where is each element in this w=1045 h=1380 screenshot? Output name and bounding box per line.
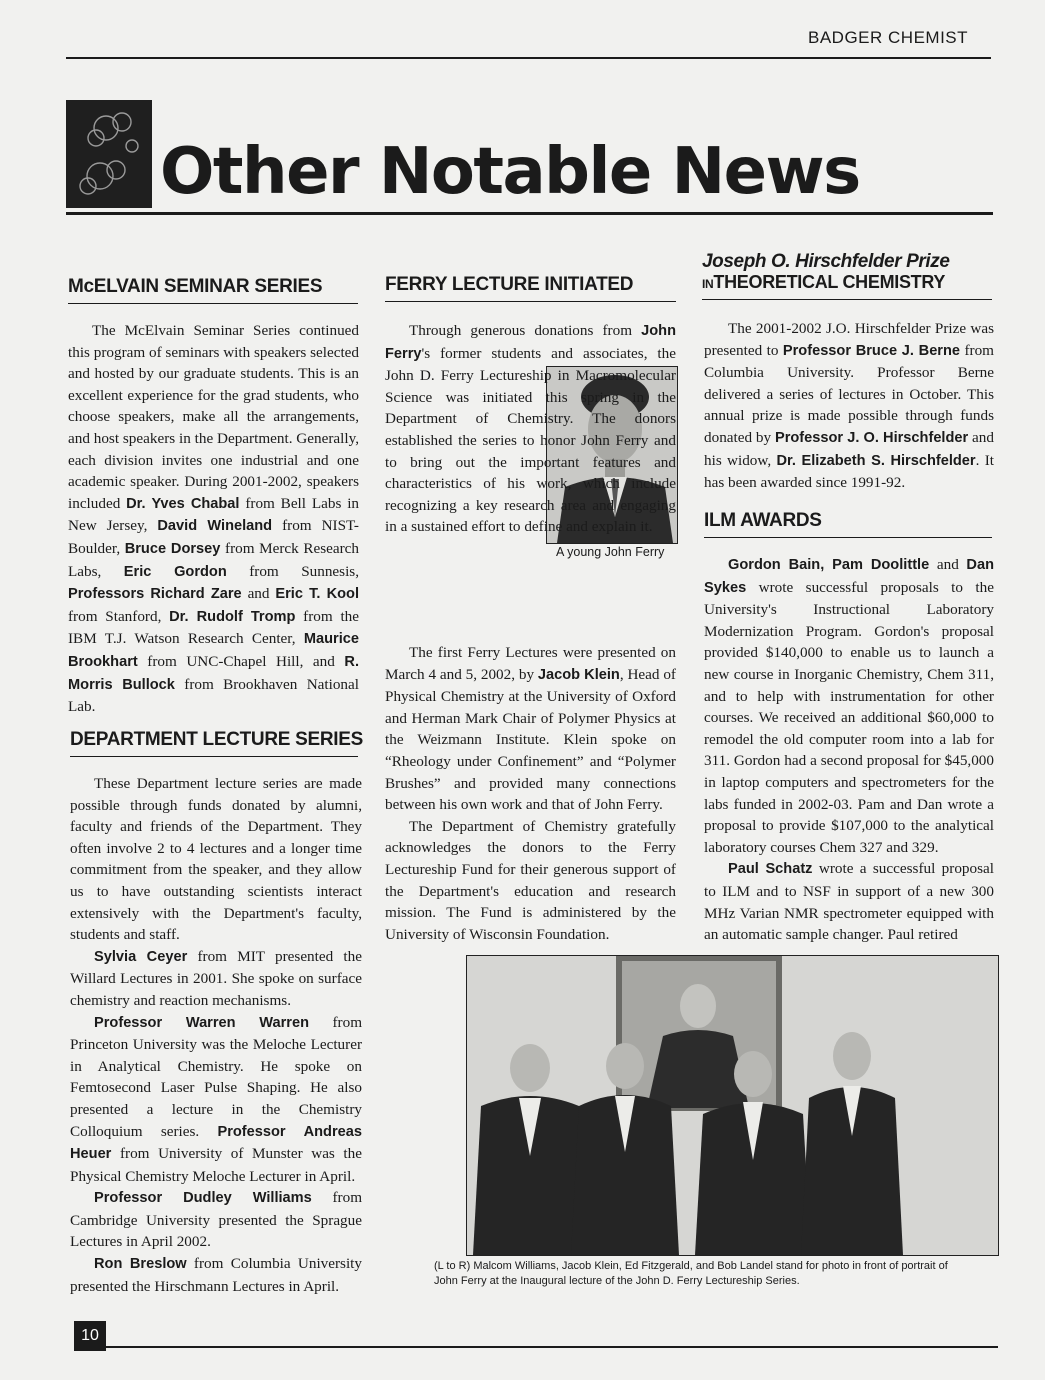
department-lecture-text: These Department lecture series are made possible through funds donated by alumni, faculty and friends of the Department. They often involve 2 to 4 lectures and a longer time commitment from the speaker, and they allow us to have outstanding scientists interact extensively with the Department's faculty, students and staff. Sylvia Ceyer from MIT presented the Willard Lectures in 2001. She spoke on surface chemistry and reaction mechanisms. Professor Warren Warren from Princeton University was the Meloche Lecturer in Analytical Chemistry. He spoke on Femtosecond Laser Pulse Shaping. He also presented a lecture in the Chemistry Colloquium series. Professor Andreas Heuer from University of Munster was the Physical Chemistry Meloche Lecturer in April. Professor Dudley Williams from Cambridge University presented the Sprague Lectures in April 2002. Ron Breslow from Columbia University presented the Hirschmann Lectures in April.	[70, 775, 363, 1295]
ferry-text-top: Through generous donations from John Ferry's former students and associates, the John D. Ferry Lectureship in Macromolecular Science was initiated this spring in the Department of Chemistry. The donors established the series to honor John Ferry and to bring out the important features and characteristics of his work, which include recognizing a key research area and engaging in a sustained effort to define and explain it.	[385, 322, 676, 536]
section-rule	[704, 537, 992, 538]
group-photo-caption: (L to R) Malcom Williams, Jacob Klein, Ed Fitzgerald, and Bob Landel stand for photo in front of portrait of John Ferry at the Inaugural lecture of the John D. Ferry Lectureship Series.	[434, 1260, 948, 1287]
title-rule	[66, 212, 993, 215]
header-rule	[66, 57, 991, 59]
heading-department-lecture: DEPARTMENT LECTURE SERIES	[70, 729, 364, 750]
portrait-caption: A young John Ferry	[556, 545, 665, 559]
page-number: 10	[74, 1321, 106, 1351]
heading-hirschfelder-2: INTHEORETICAL CHEMISTRY	[702, 272, 946, 292]
heading-ferry-lecture: FERRY LECTURE INITIATED	[385, 274, 634, 295]
heading-hirschfelder-1: Joseph O. Hirschfelder Prize	[702, 251, 950, 272]
hirschfelder-text: The 2001-2002 J.O. Hirschfelder Prize was presented to Professor Bruce J. Berne from Columbia University. Professor Berne delivered a series of lectures in October. This annual prize is made possible through funds donated by Professor J. O. Hirschfelder and his widow, Dr. Elizabeth S. Hirschfelder. It has been awarded since 1991-92.	[704, 320, 994, 492]
heading-mcelvain: McELVAIN SEMINAR SERIES	[68, 276, 323, 297]
footer-rule	[106, 1346, 998, 1348]
molecule-logo-icon	[66, 100, 152, 208]
section-rule	[702, 299, 992, 300]
ferry-text-bottom: The first Ferry Lectures were presented on March 4 and 5, 2002, by Jacob Klein, Head of Physical Chemistry at the University of Oxford and Herman Mark Chair of Polymer Physics at the Weizmann Institute. Klein spoke on “Rheology under Confinement” and “Polymer Brushes” and provided many connections between his own work and that of John Ferry. The Department of Chemistry gratefully acknowledges the donors to the Ferry Lectureship Fund for their generous support of the Department's education and research mission. The Fund is administered by the University of Wisconsin Foundation.	[385, 644, 676, 943]
group-photo	[466, 955, 999, 1256]
page-title: Other Notable News	[160, 135, 860, 209]
ilm-text: Gordon Bain, Pam Doolittle and Dan Sykes wrote successful proposals to the University's Instructional Laboratory Modernization Program. Gordon's proposal provided $140,000 to enable us to launch a new course in Inorganic Chemistry, Chem 311, and to help with instrumentation for other courses. We received an additional $60,000 to remodel the old computer room into a lab for 311. Gordon had a second proposal for $45,000 in laptop computers and spectrometers for the labs funded in 2002-03. Pam and Dan wrote a proposal to provide $107,000 to the analytical laboratory courses Chem 327 and 329. Paul Schatz wrote a successful proposal to ILM and to NSF in support of a new 300 MHz Varian NMR spectrometer equipped with an automatic sample changer. Paul retired	[704, 556, 994, 944]
section-rule	[68, 303, 358, 304]
section-rule	[385, 301, 676, 302]
mcelvain-text: The McElvain Seminar Series continued this program of seminars with speakers selected and hosted by our graduate students. This is an excellent experience for the grad students, who choose speakers, make all the arrangements, and host speakers in the Department. Generally, each division invites one industrial and one academic speaker. During 2001-2002, speakers included Dr. Yves Chabal from Bell Labs in New Jersey, David Wineland from NIST-Boulder, Bruce Dorsey from Merck Research Labs, Eric Gordon from Sunnesis, Professors Richard Zare and Eric T. Kool from Stanford, Dr. Rudolf Tromp from the IBM T.J. Watson Research Center, Maurice Brookhart from UNC-Chapel Hill, and R. Morris Bullock from Brookhaven National Lab.	[68, 322, 360, 716]
section-rule	[70, 756, 358, 757]
heading-ilm-awards: ILM AWARDS	[704, 510, 822, 531]
publication-name: BADGER CHEMIST	[808, 28, 969, 47]
